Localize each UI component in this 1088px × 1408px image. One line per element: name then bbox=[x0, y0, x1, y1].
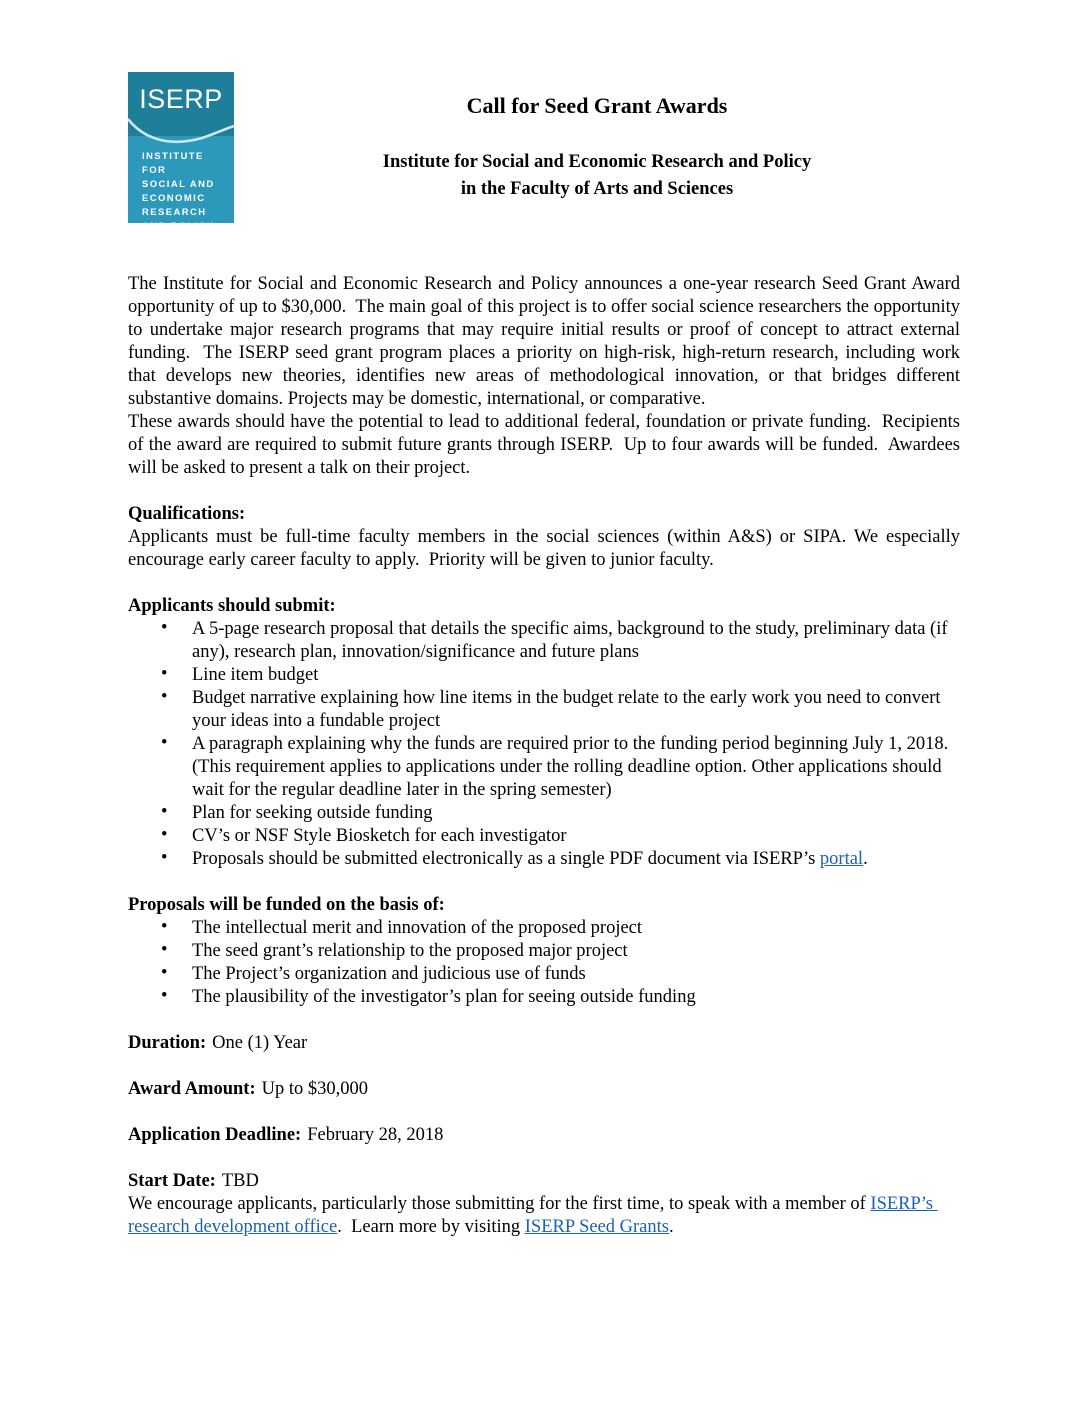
list-item bbox=[128, 802, 960, 825]
list-item-text: Proposals should be submitted electronically as a single PDF document via ISERP’s bbox=[192, 849, 820, 869]
list-item-text: The intellectual merit and innovation of the proposed project bbox=[192, 918, 643, 938]
logo-org-line: INSTITUTE FOR bbox=[142, 151, 204, 176]
list-item bbox=[128, 825, 960, 848]
list-item-text: The Project’s organization and judicious use of funds bbox=[192, 964, 586, 984]
bullet-icon: • bbox=[161, 802, 168, 822]
award-amount-fact bbox=[128, 1078, 960, 1101]
list-item-text: A paragraph explaining why the funds are required prior to the funding period beginning July 1, 2018. (This requirement applies to applications under the rolling deadline option. Other applications should wait for the regular deadline later in the spring semester) bbox=[192, 734, 949, 800]
list-item-text: CV’s or NSF Style Biosketch for each investigator bbox=[192, 826, 567, 846]
bullet-icon: • bbox=[161, 618, 168, 638]
logo-org-line: ECONOMIC bbox=[142, 193, 206, 204]
logo-org-line: SOCIAL AND bbox=[142, 179, 215, 190]
awards-paragraph: These awards should have the potential to lead to additional federal, foundation or private funding. Recipients of the award are required to submit future grants through ISERP. Up to four awards will be funded. Awardees will be asked to present a talk on their project. bbox=[128, 412, 965, 478]
list-item-text: . bbox=[863, 849, 868, 869]
list-item-text: Budget narrative explaining how line items in the budget relate to the early work you need to convert your ideas into a fundable project bbox=[192, 688, 941, 731]
list-item bbox=[128, 940, 960, 963]
list-item-text: The plausibility of the investigator’s plan for seeing outside funding bbox=[192, 987, 696, 1007]
list-item bbox=[128, 986, 960, 1009]
subtitle-line-2: in the Faculty of Arts and Sciences bbox=[460, 179, 734, 199]
fact-label: Application Deadline: bbox=[128, 1125, 302, 1145]
bullet-icon: • bbox=[161, 733, 168, 753]
iserp-seed-grants-link[interactable]: ISERP Seed Grants bbox=[524, 1217, 669, 1237]
logo-acronym: ISERP bbox=[139, 84, 223, 114]
closing-text: . Learn more by visiting bbox=[337, 1217, 525, 1237]
closing-text: . bbox=[668, 1217, 674, 1237]
list-item-text: The seed grant’s relationship to the proposed major project bbox=[192, 941, 628, 961]
logo-org-line: RESEARCH bbox=[142, 207, 207, 218]
document-body bbox=[128, 273, 965, 1239]
bullet-icon: • bbox=[161, 917, 168, 937]
fact-value: One (1) Year bbox=[212, 1033, 308, 1053]
list-item-text: Plan for seeking outside funding bbox=[192, 803, 433, 823]
bullet-icon: • bbox=[161, 986, 168, 1006]
portal-link[interactable]: portal bbox=[819, 849, 864, 869]
bullet-icon: • bbox=[161, 963, 168, 983]
bullet-icon: • bbox=[161, 940, 168, 960]
list-item-text: Line item budget bbox=[192, 665, 319, 685]
closing-paragraph bbox=[128, 1193, 960, 1239]
submit-bullet-list bbox=[128, 618, 960, 871]
page-title: Call for Seed Grant Awards bbox=[466, 93, 728, 118]
subtitle-line-1: Institute for Social and Economic Research and Policy bbox=[382, 152, 812, 172]
duration-fact bbox=[128, 1032, 960, 1055]
list-item bbox=[128, 664, 960, 687]
list-item bbox=[128, 733, 960, 802]
bullet-icon: • bbox=[161, 664, 168, 684]
fact-label: Start Date: bbox=[128, 1171, 216, 1191]
logo-org-line: AND POLICY bbox=[142, 221, 215, 232]
header bbox=[128, 72, 960, 232]
funded-section bbox=[128, 894, 960, 1009]
start-date-fact bbox=[128, 1170, 960, 1193]
bullet-icon: • bbox=[161, 825, 168, 845]
header-text bbox=[234, 72, 960, 203]
list-item bbox=[128, 848, 960, 871]
iserp-logo bbox=[128, 72, 234, 232]
research-development-office-link[interactable]: ISERP’s research development office bbox=[128, 1194, 938, 1237]
qualifications-text: Applicants must be full-time faculty members in the social sciences (within A&S) or SIPA. We especially encourage early career faculty to apply. Priority will be given to junior faculty. bbox=[128, 527, 965, 570]
qualifications-section bbox=[128, 503, 965, 572]
submit-heading: Applicants should submit: bbox=[128, 596, 336, 616]
list-item bbox=[128, 963, 960, 986]
list-item-text: A 5-page research proposal that details the specific aims, background to the study, preliminary data (if any), research plan, innovation/significance and future plans bbox=[192, 619, 948, 662]
closing-text: We encourage applicants, particularly those submitting for the first time, to speak with a member of bbox=[128, 1194, 871, 1214]
intro-paragraph: The Institute for Social and Economic Research and Policy announces a one-year research Seed Grant Award opportunity of up to $30,000. The main goal of this project is to offer social science researchers the opportunity to undertake major research programs that may require initial results or proof of concept to attract external funding. The ISERP seed grant program places a priority on high-risk, high-return research, including work that develops new theories, identifies new areas of methodological innovation, or that bridges different substantive domains. Projects may be domestic, international, or comparative. bbox=[128, 274, 965, 409]
qualifications-heading: Qualifications: bbox=[128, 504, 246, 524]
page-subtitle bbox=[234, 149, 960, 203]
application-deadline-fact bbox=[128, 1124, 960, 1147]
bullet-icon: • bbox=[161, 687, 168, 707]
bullet-icon: • bbox=[161, 848, 168, 868]
submit-section bbox=[128, 595, 960, 871]
fact-label: Duration: bbox=[128, 1033, 207, 1053]
logo-org-name bbox=[142, 150, 230, 234]
fact-value: Up to $30,000 bbox=[261, 1079, 368, 1099]
funded-heading: Proposals will be funded on the basis of: bbox=[128, 895, 445, 915]
list-item bbox=[128, 917, 960, 940]
list-item bbox=[128, 687, 960, 733]
funded-bullet-list bbox=[128, 917, 960, 1009]
fact-value: February 28, 2018 bbox=[307, 1125, 444, 1145]
fact-value: TBD bbox=[221, 1171, 259, 1191]
list-item bbox=[128, 618, 960, 664]
logo-wave-icon bbox=[128, 112, 234, 152]
fact-label: Award Amount: bbox=[128, 1079, 256, 1099]
